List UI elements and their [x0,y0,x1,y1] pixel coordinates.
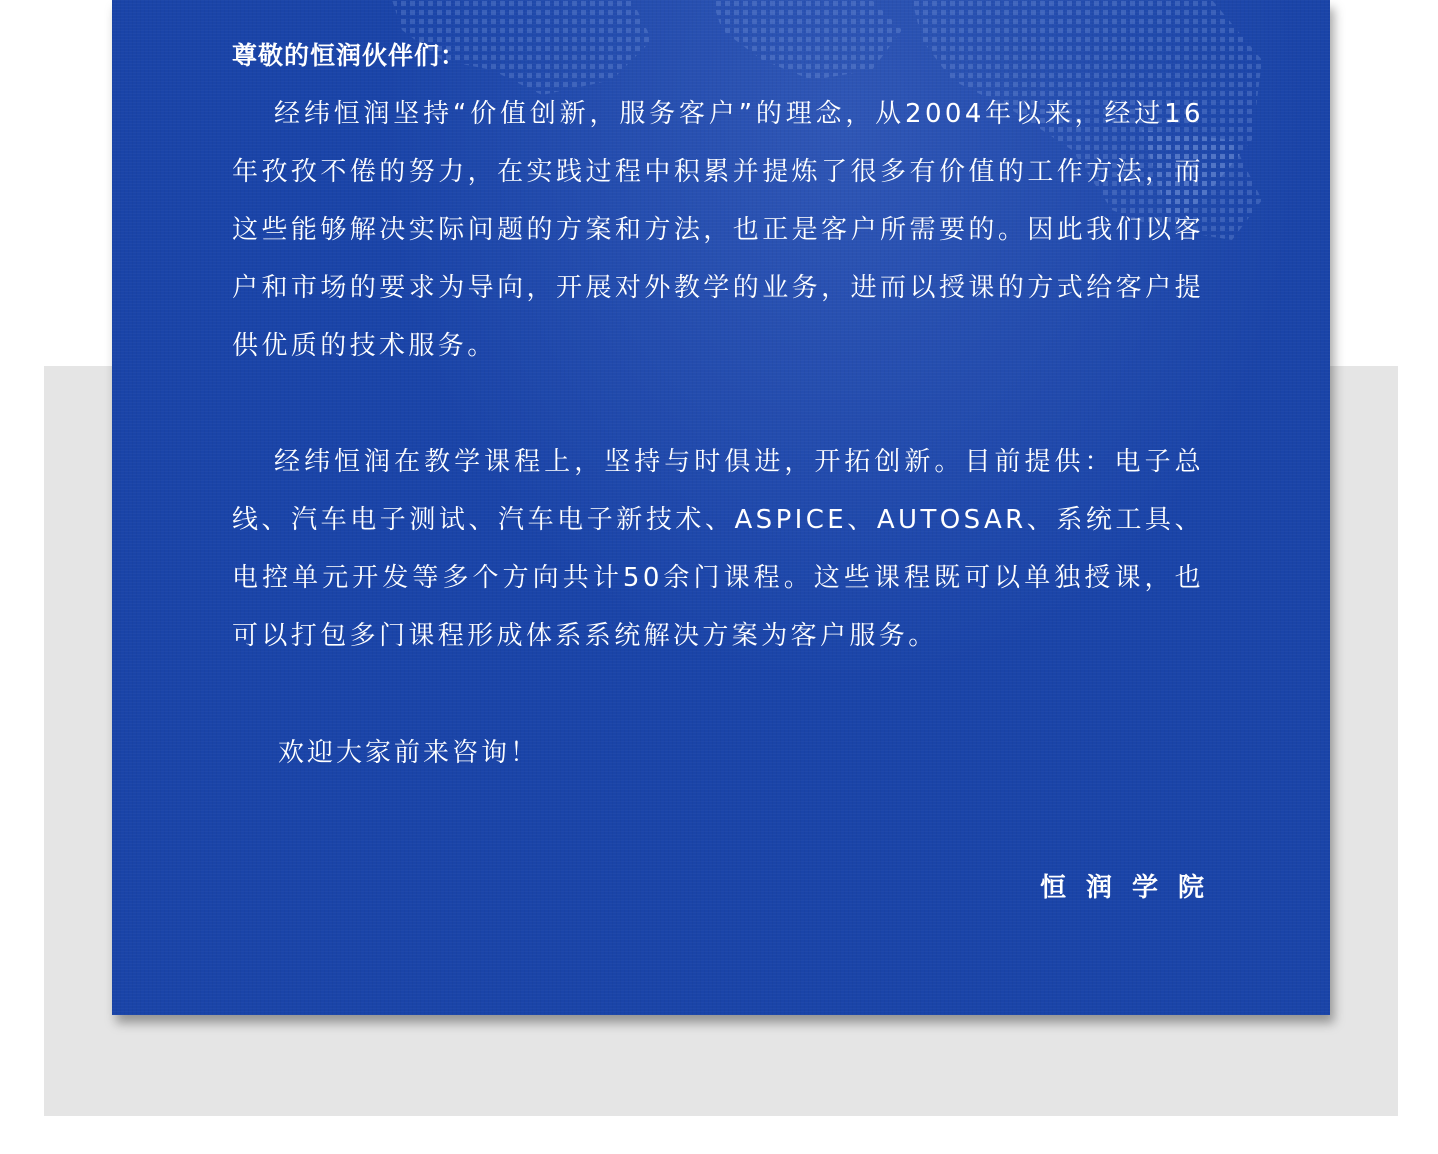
letter-paragraph-2: 经纬恒润在教学课程上，坚持与时俱进，开拓创新。目前提供：电子总线、汽车电子测试、汽车电子新技术、ASPICE、AUTOSAR、系统工具、电控单元开发等多个方向共计50余门课程。这些课程既可以单独授课，也可以打包多门课程形成体系系统解决方案为客户服务。 [232,447,1204,651]
letter-signature: 恒润学院 [1039,873,1224,903]
letter-paragraph-1: 经纬恒润坚持“价值创新，服务客户”的理念，从2004年以来，经过16年孜孜不倦的努力，在实践过程中积累并提炼了很多有价值的工作方法，而这些能够解决实际问题的方案和方法，也正是客户所需要的。因此我们以客户和市场的要求为导向，开展对外教学的业务，进而以授课的方式给客户提供优质的技术服务。 [232,99,1204,361]
letter-greeting: 尊敬的恒润伙伴们： [232,41,467,70]
letter-closing: 欢迎大家前来咨询！ [278,738,540,768]
letter-card [112,0,1330,1015]
